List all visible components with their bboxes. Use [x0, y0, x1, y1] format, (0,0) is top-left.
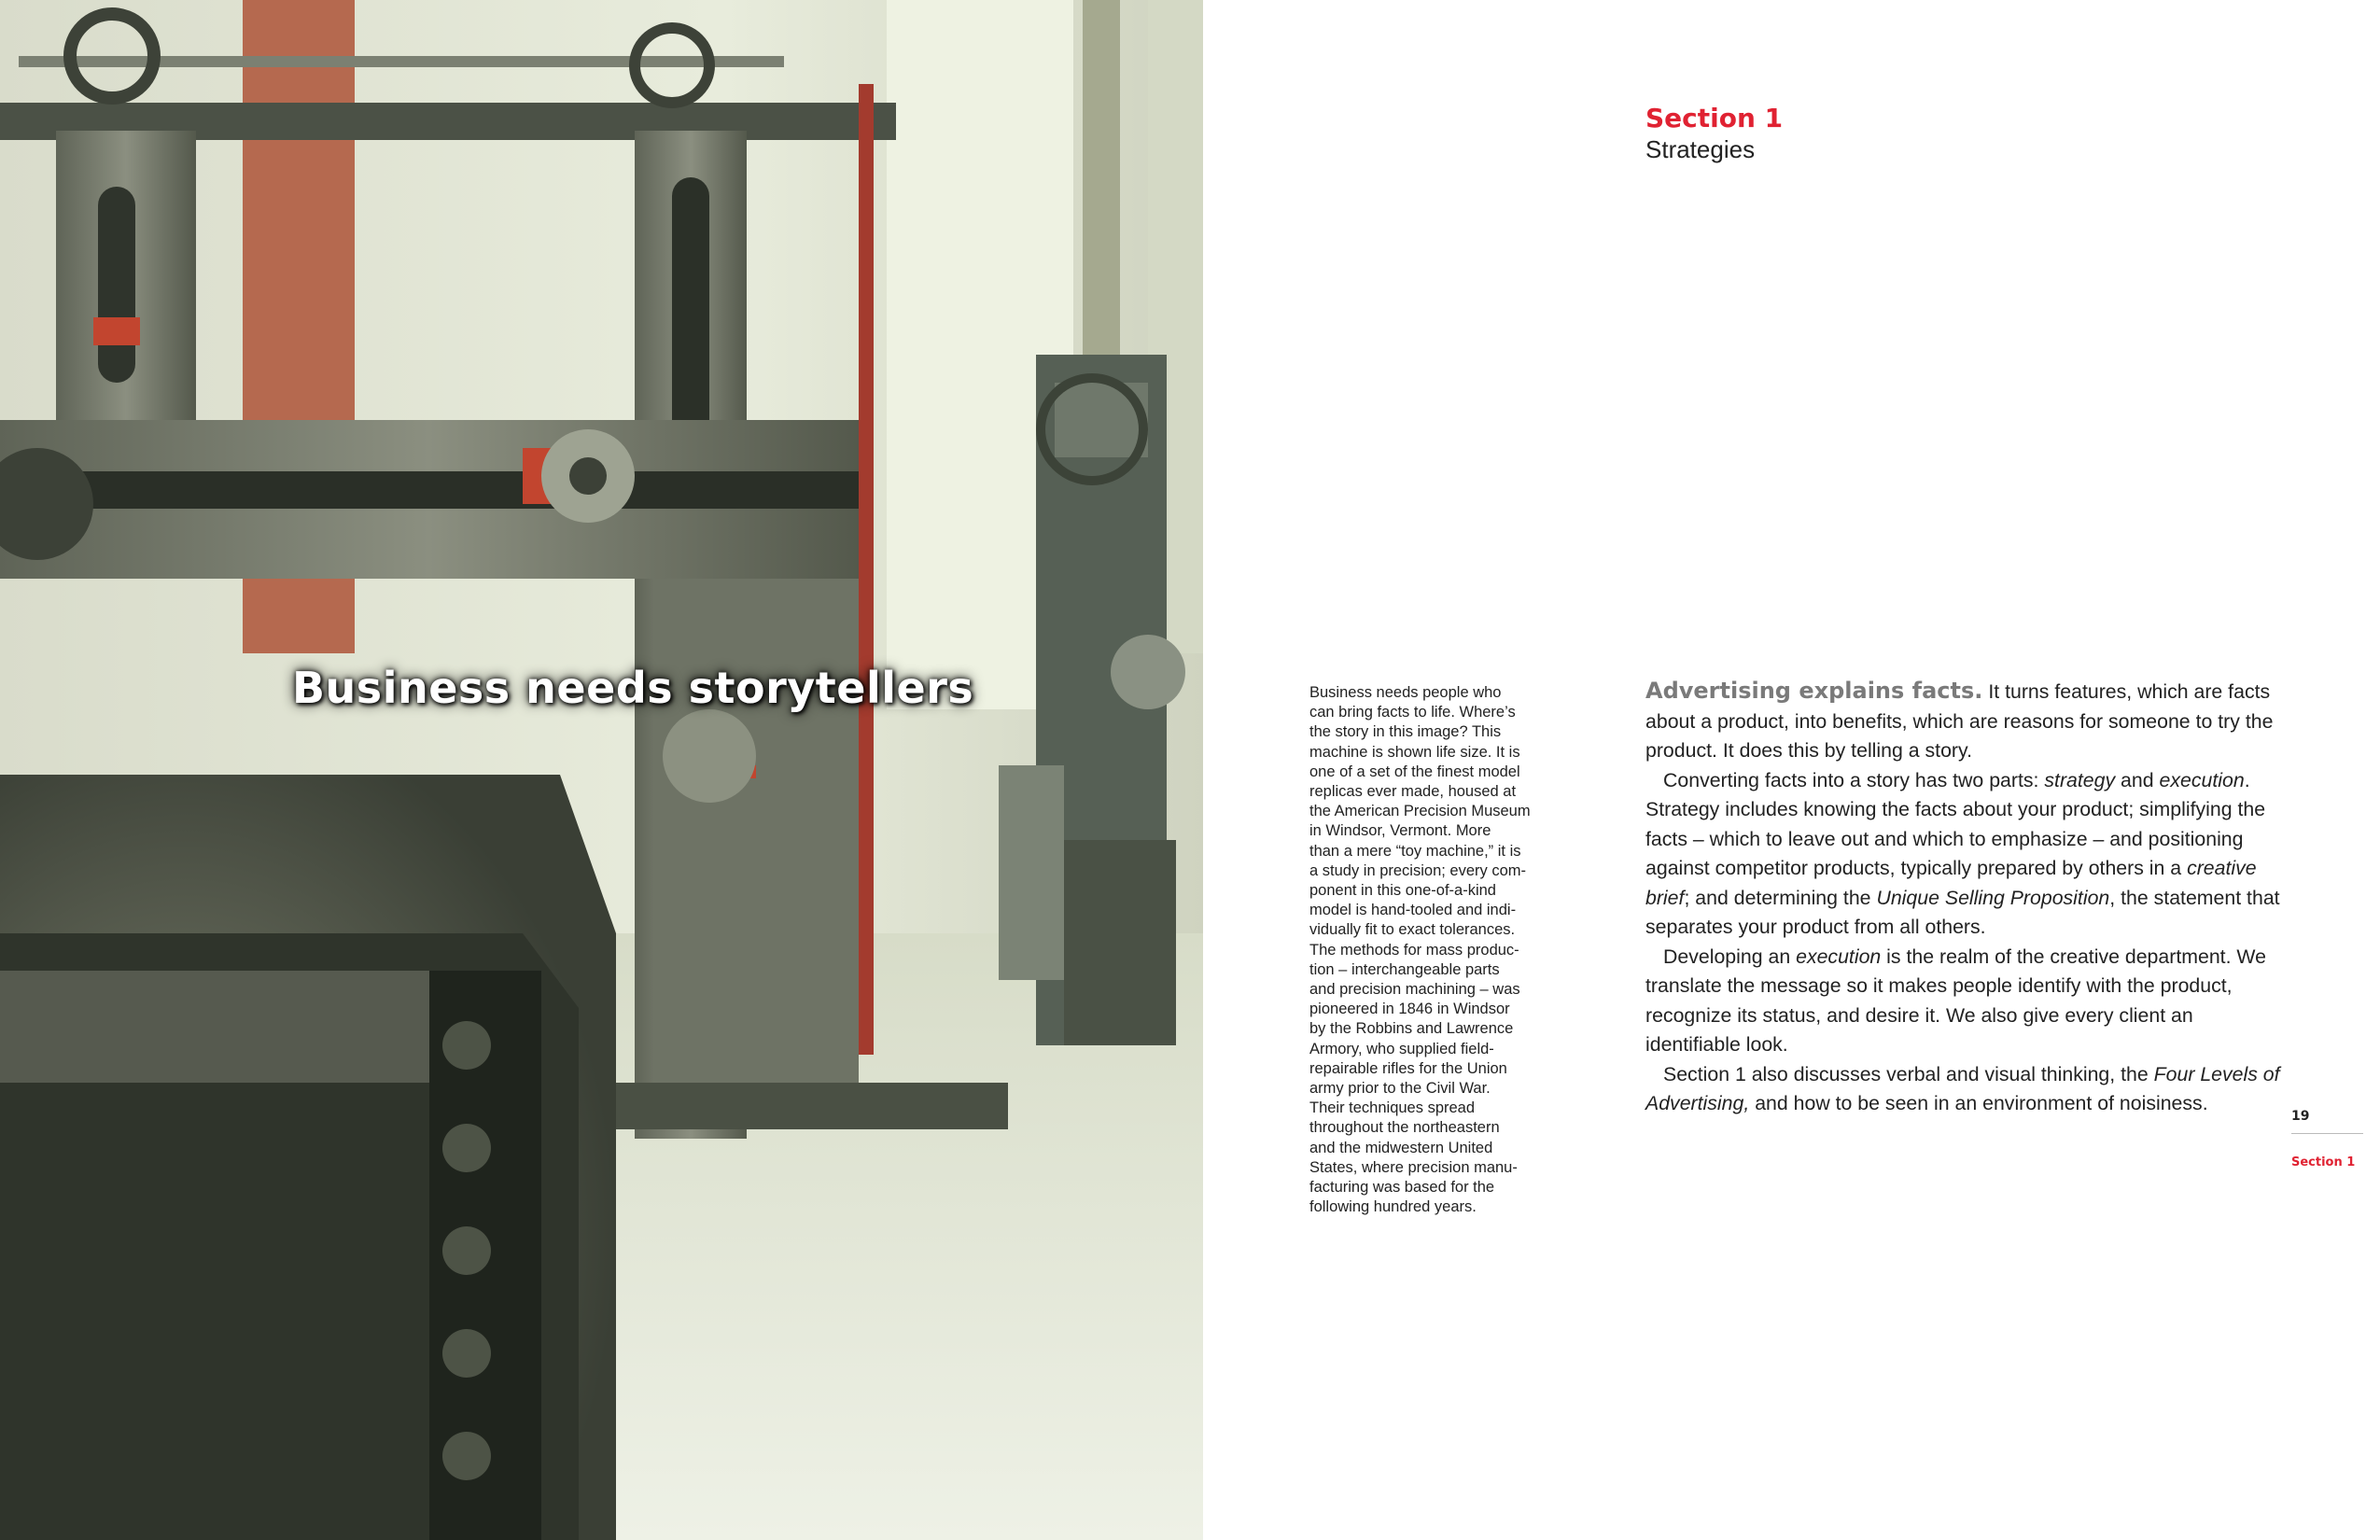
folio-section-label: Section 1 — [2291, 1155, 2356, 1169]
caption-line: Armory, who supplied field- — [1309, 1040, 1494, 1057]
caption-line: following hundred years. — [1309, 1198, 1477, 1216]
caption-line: and precision machining – was — [1309, 981, 1520, 999]
photo-caption — [1309, 683, 1550, 1217]
section-heading — [1645, 103, 1783, 164]
caption-line: pioneered in 1846 in Windsor — [1309, 1001, 1510, 1018]
lead-in: Advertising explains facts. — [1645, 678, 1983, 704]
caption-line: the American Precision Museum — [1309, 803, 1531, 820]
p2-e: . Strategy includes knowing the facts about your product; simplifying the facts – which to leave out and which to emphasize – and positioning against competitor products, typically prepared by others in a — [1645, 768, 2266, 879]
p2-i: , the statement that separates your product from all others. — [1645, 886, 2280, 938]
p4-a: Section 1 also discusses verbal and visual thinking, the — [1663, 1062, 2154, 1085]
paragraph-4 — [1645, 1060, 2289, 1119]
paragraph-3 — [1645, 943, 2289, 1060]
caption-line: Business needs people who — [1309, 684, 1502, 701]
caption-line: by the Robbins and Lawrence — [1309, 1020, 1514, 1038]
caption-line: throughout the northeastern — [1309, 1119, 1500, 1137]
term-execution-2: execution — [1796, 945, 1882, 968]
caption-line: one of a set of the finest model — [1309, 763, 1520, 780]
paragraph-1-text: It turns features, which are facts about a product, into benefits, which are reasons for someone to try the product. It does this by telling a story. — [1645, 680, 2274, 762]
page-number: 19 — [2291, 1109, 2310, 1124]
term-creative-brief: creative brief — [1645, 857, 2257, 909]
caption-line: army prior to the Civil War. — [1309, 1080, 1491, 1098]
caption-line: repairable rifles for the Union — [1309, 1059, 1507, 1077]
caption-line: ponent in this one-of-a-kind — [1309, 882, 1496, 900]
p2-a: Converting facts into a story has two parts: — [1663, 768, 2045, 791]
caption-line: than a mere “toy machine,” it is — [1309, 842, 1521, 860]
term-strategy: strategy — [2044, 768, 2116, 791]
caption-line: a study in precision; every com- — [1309, 861, 1527, 879]
caption-line: the story in this image? This — [1309, 723, 1502, 741]
caption-line: facturing was based for the — [1309, 1179, 1495, 1197]
p4-c: and how to be seen in an environment of noisiness. — [1749, 1092, 2208, 1114]
caption-line: States, where precision manu- — [1309, 1158, 1518, 1176]
caption-line: and the midwestern United — [1309, 1139, 1493, 1156]
section-number: Section 1 — [1645, 103, 1784, 133]
caption-line: vidually fit to exact tolerances. — [1309, 921, 1516, 939]
folio-divider — [2291, 1133, 2363, 1134]
caption-line: Their techniques spread — [1309, 1099, 1476, 1117]
p3-a: Developing an — [1663, 945, 1797, 968]
term-usp: Unique Selling Proposition — [1876, 886, 2110, 909]
caption-line: tion – interchangeable parts — [1309, 960, 1500, 978]
p2-g: ; and determining the — [1684, 886, 1877, 909]
body-text — [1645, 677, 2289, 1119]
caption-line: model is hand-tooled and indi- — [1309, 902, 1517, 919]
caption-line: can bring facts to life. Where’s — [1309, 704, 1516, 721]
caption-line: replicas ever made, housed at — [1309, 783, 1517, 801]
paragraph-1 — [1645, 677, 2289, 766]
term-four-levels: Four Levels of Advertising, — [1645, 1062, 2280, 1114]
photo-headline: Business needs storytellers — [292, 663, 974, 713]
caption-line: in Windsor, Vermont. More — [1309, 822, 1491, 840]
p3-c: is the realm of the creative department. We translate the message so it makes people identify with the product, recognize its status, and desire it. We also give every client an identifiable look. — [1645, 945, 2266, 1056]
term-execution: execution — [2159, 768, 2245, 791]
p2-c: and — [2115, 768, 2160, 791]
section-title: Strategies — [1645, 135, 1756, 163]
caption-line: The methods for mass produc- — [1309, 941, 1519, 959]
paragraph-2 — [1645, 766, 2289, 943]
caption-line: machine is shown life size. It is — [1309, 743, 1520, 761]
